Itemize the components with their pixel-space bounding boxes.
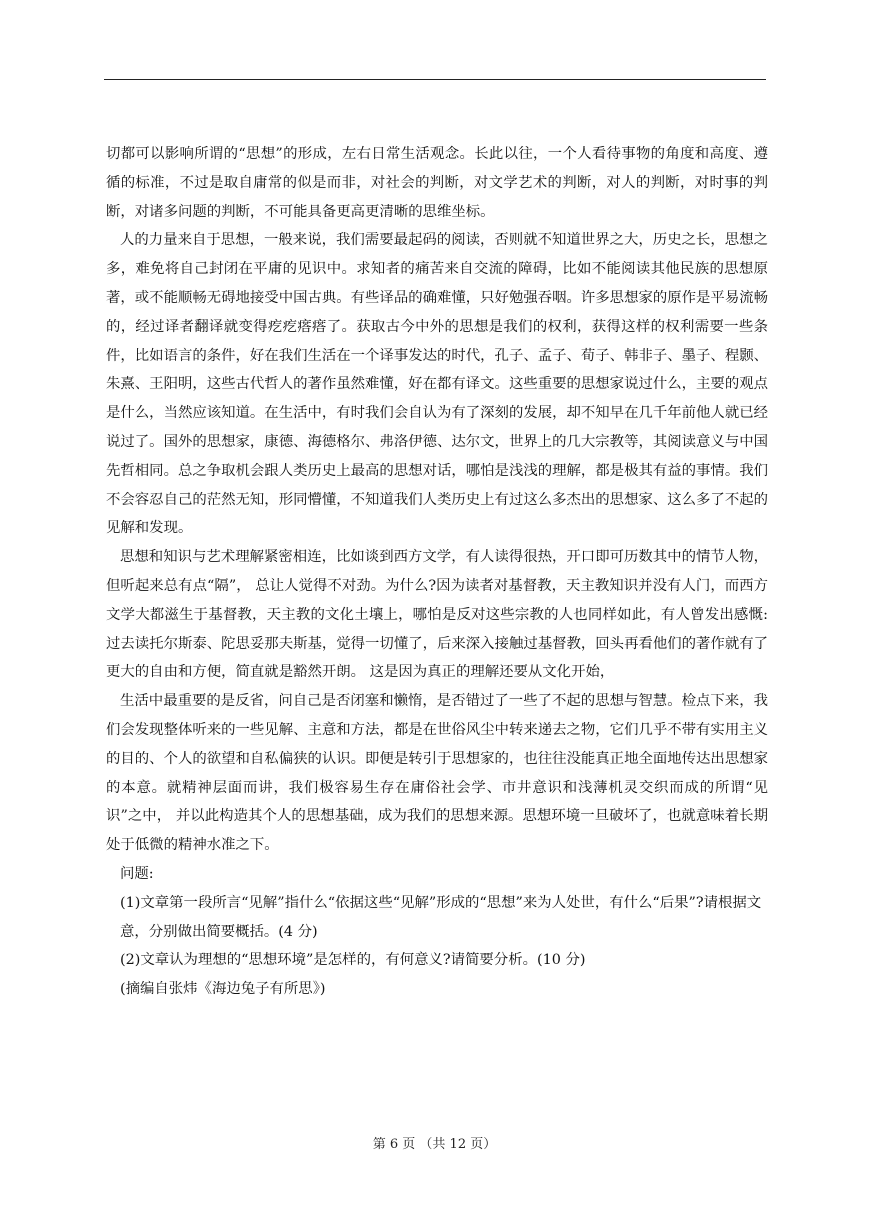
question-1: (1)文章第一段所言“见解”指什么“依据这些“见解”形成的“思想”来为人处世，有什么“后果”?请根据文意，分别做出简要概括。(4 分) [120, 894, 762, 940]
source-citation: (摘编自张炜《海边兔子有所思》) [120, 981, 326, 998]
paragraph-1: 切都可以影响所谓的“思想”的形成，左右日常生活观念。长此以往，一个人看待事物的角度和高度、遵循的标准，不过是取自庸常的似是而非，对社会的判断，对文学艺术的判断，对人的判断，对时事的判断，对诸多问题的判断，不可能具备更高更清晰的思维坐标。 [106, 146, 768, 220]
paragraph-4: 生活中最重要的是反省，问自己是否闭塞和懒惰，是否错过了一些了不起的思想与智慧。检点下来，我们会发现整体听来的一些见解、主意和方法，都是在世俗风尘中转来递去之物，它们几乎不带有实用主义的目的、个人的欲望和自私偏狭的认识。即便是转引于思想家的，也往往没能真正地全面地传达出思想家的本意。就精神层面而讲，我们极容易生存在庸俗社会学、市井意识和浅薄机灵交织而成的所谓“见识”之中， 并以此构造其个人的思想基础，成为我们的思想来源。思想环境一旦破坏了，也就意味着长期处于低微的精神水准之下。 [106, 693, 768, 854]
page-number: 第 6 页 （共 12 页） [372, 1137, 497, 1152]
paragraph-3: 思想和知识与艺术理解紧密相连，比如谈到西方文学，有人读得很热，开口即可历数其中的情节人物，但听起来总有点“隔”， 总让人觉得不对劲。为什么?因为读者对基督教，天主教知识并没有人门，而西方文学大都滋生于基督教，天主教的文化土壤上，哪怕是反对这些宗教的人也同样如此，有人曾发出感慨:过去读托尔斯泰、陀思妥那夫斯基，觉得一切懂了，后来深入接触过基督教，回头再看他们的著作就有了更大的自由和方便，简直就是豁然开朗。 这是因为真正的理解还要从文化开始， [106, 549, 768, 681]
header-rule [104, 79, 766, 80]
paragraph-2: 人的力量来自于思想，一般来说，我们需要最起码的阅读，否则就不知道世界之大，历史之长，思想之多，难免将自己封闭在平庸的见识中。求知者的痛苦来自交流的障碍，比如不能阅读其他民族的思想原著，或不能顺畅无碍地接受中国古典。有些译品的确难懂，只好勉强吞咽。许多思想家的原作是平易流畅的，经过译者翻译就变得疙疙瘩瘩了。获取古今中外的思想是我们的权利，获得这样的权利需要一些条件，比如语言的条件，好在我们生活在一个译事发达的时代，孔子、孟子、荀子、韩非子、墨子、程颢、朱熹、王阳明，这些古代哲人的著作虽然难懂，好在都有译文。这些重要的思想家说过什么，主要的观点是什么，当然应该知道。在生活中，有时我们会自认为有了深刻的发展，却不知早在几千年前他人就已经说过了。国外的思想家，康德、海德格尔、弗洛伊德、达尔文，世界上的几大宗教等，其阅读意义与中国先哲相同。总之争取机会跟人类历史上最高的思想对话，哪怕是浅浅的理解，都是极其有益的事情。我们不会容忍自己的茫然无知，形同懵懂，不知道我们人类历史上有过这么多杰出的思想家、这么多了不起的见解和发现。 [106, 232, 768, 537]
questions-label: 问题: [120, 865, 154, 882]
document-body [106, 140, 768, 1004]
question-2: (2)文章认为理想的“思想环境”是怎样的，有何意义?请简要分析。(10 分) [120, 952, 586, 969]
page-footer [0, 1136, 869, 1154]
